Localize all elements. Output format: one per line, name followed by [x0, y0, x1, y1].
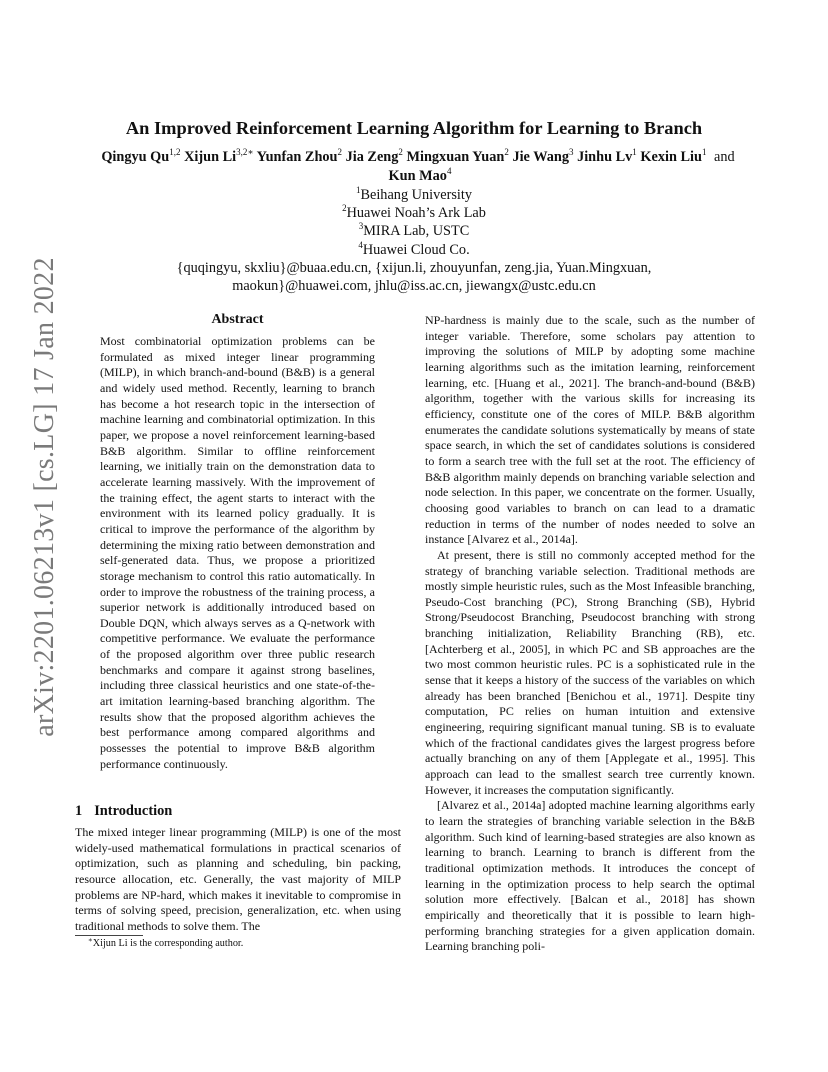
- and-word: and: [714, 149, 735, 165]
- affiliation: $^1$Beihang University: [355, 185, 473, 203]
- abstract-heading: Abstract: [211, 312, 264, 327]
- paragraph-text: At present, there is still no commonly accepted method for the strategy of branching variable selection. Traditional methods are mostly simple heuristic rules, such as the Most Infeasible branching, Pseudo-Cost branching (PC), Strong Branching (SB), Hybrid Strong/Pseudocost Branching, Pseudocost branching with strong branching initialization, Reliability Branching (RB), etc. [Achterberg et al., 2005], in which PC and SB approaches are the two most common heuristic rules. PC is a sophisticated rule in the sense that it keeps a history of the success of the variables on which already has been branched [Benichou et al., 1971]. Despite tiny computation, PC relies on human intuition and extensive engineering, requiring significant manual tuning. SB is to evaluate which of the fractional candidates gives the largest progress before actually branching on any of them [Applegate et al., 1995]. This approach can lead to the smallest search tree currently known. However, it increases the computation significantly.: [425, 547, 755, 797]
- arxiv-id-text: arXiv:2201.06213v1 [cs.LG] 17 Jan 2022: [29, 257, 60, 737]
- author: Mingxuan Yuan$^2$: [406, 147, 509, 165]
- email-line: maokun}@huawei.com, jhlu@iss.ac.cn, jiewangx@ustc.edu.cn: [232, 278, 596, 295]
- author: Qingyu Qu$^{1,2}$: [101, 147, 181, 165]
- right-column: [425, 313, 755, 955]
- section-title: Introduction: [94, 803, 173, 819]
- author: Jie Wang$^3$: [512, 147, 574, 165]
- author: Kexin Liu$^1$: [640, 147, 707, 165]
- footnote-divider: [75, 935, 143, 936]
- abstract-text: Most combinatorial optimization problems can be formulated as mixed integer linear programming (MILP), in which branch-and-bound (B&B) is a general and widely used method. Recently, learning to branch has become a hot research topic in the intersection of machine learning and combinatorial optimization. In this paper, we propose a novel reinforcement learning-based B&B algorithm. Similar to offline reinforcement learning, we initially train on the demonstration data to accelerate learning massively. With the improvement of the training effect, the agent starts to interact with the environment with its learned policy gradually. It is critical to improve the performance of the algorithm by determining the mixing ratio between demonstration and self-generated data. Thus, we propose a prioritized storage mechanism to control this ratio automatically. In order to improve the robustness of the training process, a superior network is additionally introduced based on Double DQN, which always serves as a Q-network with competitive performance. We evaluate the performance of the proposed algorithm over three public research benchmarks and compare it against strong baselines, including three classical heuristics and one state-of-the-art imitation learning-based branching algorithm. The results show that the proposed algorithm achieves the best performance among compared algorithms and possesses the potential to improve B&B algorithm performance continuously.: [100, 334, 375, 771]
- affiliation: $^3$MIRA Lab, USTC: [358, 221, 470, 240]
- footnote-mark: ∗: [88, 936, 93, 944]
- section-heading: [75, 803, 172, 820]
- intro-paragraph: [75, 825, 401, 935]
- author: Xijun $Li^{3,2∗}$: [184, 147, 254, 165]
- affiliation-list: [0, 186, 828, 295]
- paper-title: An Improved Reinforcement Learning Algorithm for Learning to Branch: [125, 118, 703, 138]
- paragraph-text: [Alvarez et al., 2014a] adopted machine learning algorithms early to learn the strategies of branching variable selection in the B&B algorithm. Such kind of learning-based strategies are also known as learning to branch. Learning to branch is different from the traditional optimization methods. It introduces the concept of learning in the optimization process to help search the optimal solution more effectively. [Balcan et al., 2018] has shown empirically and theoretically that it is possible to learn high-performing branching strategies for a given application domain. Learning branching poli-: [425, 798, 755, 954]
- footnote-text: Xijun Li is the corresponding author.: [92, 938, 244, 949]
- author: Jinhu Lv$^1$: [577, 147, 637, 165]
- email-line: {quqingyu, skxliu}@buaa.edu.cn, {xijun.li, zhouyunfan, zeng.jia, Yuan.Mingxuan,: [176, 259, 652, 276]
- author: Jia Zeng$^2$: [345, 147, 403, 165]
- author: Yunfan Zhou$^2$: [256, 147, 342, 165]
- affiliation: $^2$Huawei Noah’s Ark Lab: [342, 203, 486, 222]
- arxiv-identifier: [25, 257, 65, 737]
- paragraph-text: The mixed integer linear programming (MILP) is one of the most widely-used mathematical formulations in practical scenarios of optimization, such as planning and scheduling, bin packing, resource allocation, etc. Generally, the vast majority of MILP problems are NP-hard, which makes it inevitable to compromise in terms of solving speed, precision, generalization, etc. when using traditional methods to solve them. The: [75, 825, 401, 933]
- paragraph-text: NP-hardness is mainly due to the scale, such as the number of integer variable. Therefore, some scholars pay attention to improving the solutions of MILP by adopting some machine learning algorithms such as the imitation learning, reinforcement learning, etc. [Huang et al., 2021]. The branch-and-bound (B&B) algorithm, together with the various skills for increasing its efficiency, constitute one of the cores of MILP. B&B algorithm enumerates the candidate solutions systematically by means of state space search, in which the set of candidates solutions is considered to form a search tree with the full set at the root. The efficiency of B&B algorithm mainly depends on branching variable selection and node selection. In this paper, we concentrate on the former. Usually, choosing good variables to branch on can lead to a dramatic reduction in terms of the number of nodes needed to solve an instance [Alvarez et al., 2014a].: [425, 313, 755, 547]
- author-list: [90, 148, 750, 186]
- footnote: [88, 938, 243, 949]
- section-number: 1: [75, 803, 83, 819]
- author: Kun Mao$^4$: [388, 166, 452, 184]
- abstract-body: [100, 334, 375, 772]
- affiliation: $^4$Huawei Cloud Co.: [358, 239, 470, 258]
